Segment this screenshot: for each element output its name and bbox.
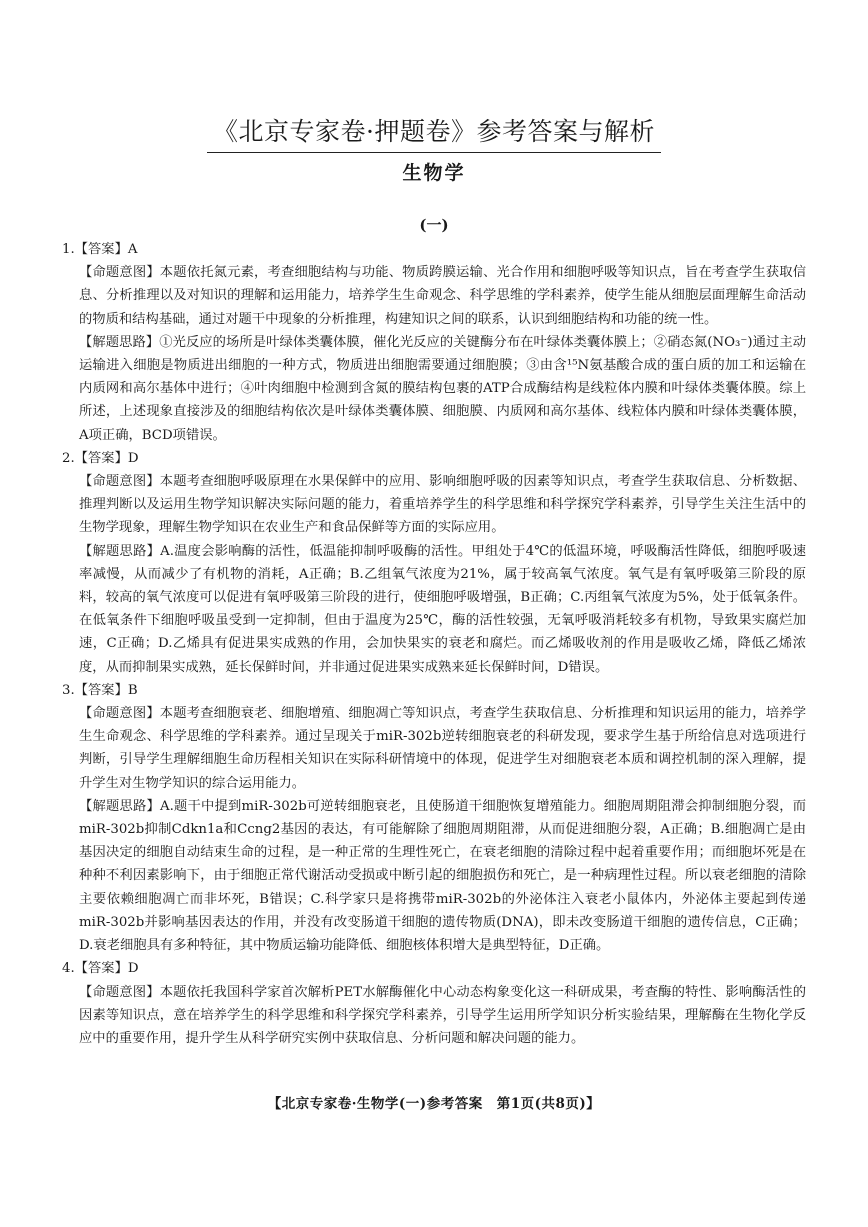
question-answer: 4.【答案】D xyxy=(62,961,139,977)
subject-heading: 生物学 xyxy=(402,162,466,184)
question-intent: 【命题意图】本题考查细胞衰老、细胞增殖、细胞凋亡等知识点，考查学生获取信息、分析推理和知识运用的能力，培养学生生命观念、科学思维的学科素养。通过呈现关于miR-302b逆转细胞衰老的科研发现，要求学生基于所给信息对选项进行判断，引导学生理解细胞生命历程相关知识在实际科研情境中的体现，促进学生对细胞衰老本质和调控机制的深入理解，提升学生对生物学知识的综合运用能力。 xyxy=(79,706,806,791)
question-3 xyxy=(62,679,806,957)
question-analysis: 【解题思路】①光反应的场所是叶绿体类囊体膜，催化光反应的关键酶分布在叶绿体类囊体膜上；②硝态氮(NO₃⁻)通过主动运输进入细胞是物质进出细胞的一种方式，物质进出细胞需要通过细胞膜；③由含¹⁵N氨基酸合成的蛋白质的加工和运输在内质网和高尔基体中进行；④叶肉细胞中检测到含氮的膜结构包裹的ATP合成酶结构是线粒体内膜和叶绿体类囊体膜。综上所述，上述现象直接涉及的细胞结构依次是叶绿体类囊体膜、细胞膜、内质网和高尔基体、线粒体内膜和叶绿体类囊体膜，A项正确，BCD项错误。 xyxy=(79,334,806,443)
question-4 xyxy=(62,957,806,1050)
question-answer: 1.【答案】A xyxy=(62,242,138,257)
question-analysis: 【解题思路】A.题干中提到miR-302b可逆转细胞衰老，且使肠道干细胞恢复增殖能力。细胞周期阻滞会抑制细胞分裂，而miR-302b抑制Cdkn1a和Ccng2基因的表达，有可能解除了细胞周期阻滞，从而促进细胞分裂，A正确；B.细胞凋亡是由基因决定的细胞自动结束生命的过程，是一种正常的生理性死亡，在衰老细胞的清除过程中起着重要作用；而细胞坏死是在种种不利因素影响下，由于细胞正常代谢活动受损或中断引起的细胞损伤和死亡，是一种病理性过程。所以衰老细胞的清除主要依赖细胞凋亡而非坏死，B错误；C.科学家只是将携带miR-302b的外泌体注入衰老小鼠体内，外泌体主要起到传递miR-302b并影响基因表达的作用，并没有改变肠道干细胞的遗传物质(DNA)，即未改变肠道干细胞的遗传信息，C正确；D.衰老细胞具有多种特征，其中物质运输功能降低、细胞核体积增大是典型特征，D正确。 xyxy=(79,798,806,954)
question-intent: 【命题意图】本题依托氮元素，考查细胞结构与功能、物质跨膜运输、光合作用和细胞呼吸等知识点，旨在考查学生获取信息、分析推理以及对知识的理解和运用能力，培养学生生命观念、科学思维的学科素养，使学生能从细胞层面理解生命活动的物质和结构基础，通过对题干中现象的分析推理，构建知识之间的联系，认识到细胞结构和功能的统一性。 xyxy=(79,265,806,327)
question-intent: 【命题意图】本题依托我国科学家首次解析PET水解酶催化中心动态构象变化这一科研成果，考查酶的特性、影响酶活性的因素等知识点，意在培养学生的科学思维和科学探究学科素养，引导学生运用所学知识分析实验结果，理解酶在生物化学反应中的重要作用，提升学生从科学研究实例中获取信息、分析问题和解决问题的能力。 xyxy=(79,984,806,1046)
page-title: 《北京专家卷·押题卷》参考答案与解析 xyxy=(207,112,661,153)
question-analysis: 【解题思路】A.温度会影响酶的活性，低温能抑制呼吸酶的活性。甲组处于4℃的低温环境，呼吸酶活性降低，细胞呼吸速率减慢，从而减少了有机物的消耗，A正确；B.乙组氧气浓度为21%，属于较高氧气浓度。氧气是有氧呼吸第三阶段的原料，较高的氧气浓度可以促进有氧呼吸第三阶段的进行，使细胞呼吸增强，B正确；C.丙组氧气浓度为5%，处于低氧条件。在低氧条件下细胞呼吸虽受到一定抑制，但由于温度为25℃，酶的活性较强，无氧呼吸消耗较多有机物，导致果实腐烂加速，C正确；D.乙烯具有促进果实成熟的作用，会加快果实的衰老和腐烂。而乙烯吸收剂的作用是吸收乙烯，降低乙烯浓度，从而抑制果实成熟，延长保鲜时间，并非通过促进果实成熟来延长保鲜时间，D错误。 xyxy=(79,543,806,675)
section-number: (一) xyxy=(419,216,449,234)
question-1 xyxy=(62,238,806,447)
question-answer: 2.【答案】D xyxy=(62,450,139,466)
title-block xyxy=(0,112,868,153)
page-footer: 【北京专家卷·生物学(一)参考答案 第1页(共8页)】 xyxy=(267,1096,601,1112)
answer-content xyxy=(62,238,806,1050)
question-answer: 3.【答案】B xyxy=(62,682,138,698)
question-2 xyxy=(62,447,806,679)
question-intent: 【命题意图】本题考查细胞呼吸原理在水果保鲜中的应用、影响细胞呼吸的因素等知识点，考查学生获取信息、分析数据、推理判断以及运用生物学知识解决实际问题的能力，着重培养学生的科学思维和科学探究学科素养，引导学生关注生活中的生物学现象，理解生物学知识在农业生产和食品保鲜等方面的实际应用。 xyxy=(79,474,806,536)
